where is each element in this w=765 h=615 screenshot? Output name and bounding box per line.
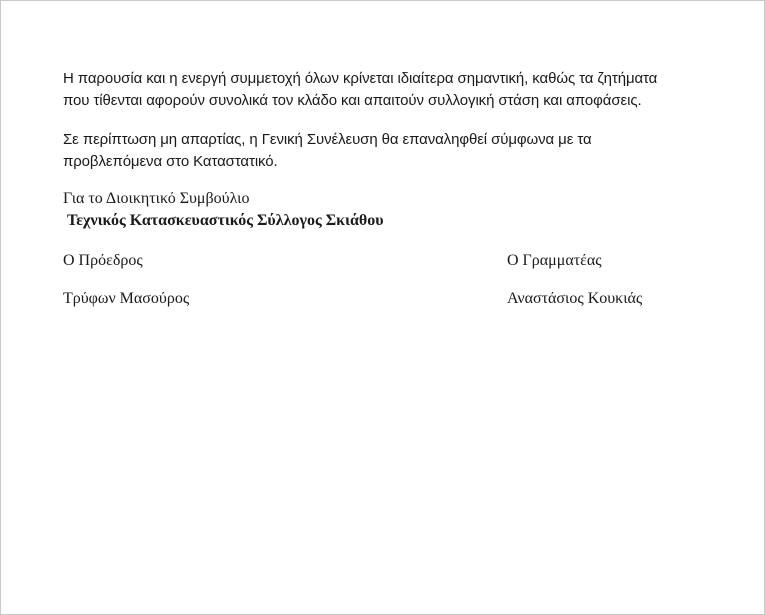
organization-name: Τεχνικός Κατασκευαστικός Σύλλογος Σκιάθου bbox=[67, 212, 384, 229]
paragraph-line: Σε περίπτωση μη απαρτίας, η Γενική Συνέλευση θα επαναληφθεί σύμφωνα με τα bbox=[63, 131, 592, 148]
participation-paragraph bbox=[63, 68, 657, 112]
president-title: Ο Πρόεδρος bbox=[63, 252, 143, 269]
board-of-directors-line: Για το Διοικητικό Συμβούλιο bbox=[63, 190, 250, 207]
secretary-title: Ο Γραμματέας bbox=[507, 252, 602, 269]
secretary-name: Αναστάσιος Κουκιάς bbox=[507, 290, 643, 307]
paragraph-line: Η παρουσία και η ενεργή συμμετοχή όλων κρίνεται ιδιαίτερα σημαντική, καθώς τα ζητήματα bbox=[63, 70, 658, 87]
paragraph-line: προβλεπόμενα στο Καταστατικό. bbox=[63, 153, 278, 170]
president-name: Τρύφων Μασούρος bbox=[63, 290, 190, 307]
paragraph-line: που τίθενται αφορούν συνολικά τον κλάδο και απαιτούν συλλογική στάση και αποφάσεις. bbox=[63, 92, 642, 109]
quorum-paragraph bbox=[63, 129, 592, 173]
